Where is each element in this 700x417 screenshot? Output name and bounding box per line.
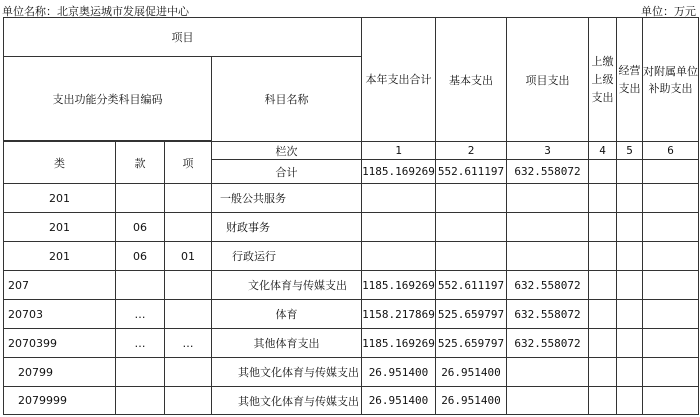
row-basic (436, 213, 507, 242)
row-total (362, 213, 436, 242)
row-name: 行政运行 (212, 242, 362, 271)
table-row (4, 213, 699, 242)
row-lei: 20703 (4, 300, 116, 329)
header-xiang: 项 (165, 142, 212, 184)
row-xiang (165, 300, 212, 329)
row-xiang (165, 358, 212, 387)
row-basic: 525.659797 (436, 329, 507, 358)
row-total: 1185.169269 (362, 329, 436, 358)
currency-unit: 单位：万元 (641, 5, 696, 18)
row-basic: 26.951400 (436, 358, 507, 387)
row-project (507, 242, 589, 271)
header-item: 项目 (4, 18, 362, 57)
header-kuan: 款 (116, 142, 165, 184)
row-lei: 20799 (4, 358, 116, 387)
row-project (507, 184, 589, 213)
table-row (4, 300, 699, 329)
row-lei: 201 (4, 184, 116, 213)
row-name: 其他体育支出 (212, 329, 362, 358)
header-total: 本年支出合计 (362, 18, 436, 142)
row-total: 26.951400 (362, 387, 436, 415)
row-lei: 201 (4, 213, 116, 242)
row-total (362, 242, 436, 271)
row-name: 其他文化体育与传媒支出 (212, 387, 362, 415)
row-basic (436, 242, 507, 271)
table-row (4, 271, 699, 300)
row-project: 632.558072 (507, 329, 589, 358)
table-row (4, 329, 699, 358)
row-xiang (165, 387, 212, 415)
row-total: 1158.217869 (362, 300, 436, 329)
row-name: 体育 (212, 300, 362, 329)
table-row (4, 184, 699, 213)
row-kuan (116, 387, 165, 415)
header-lanci: 栏次 (212, 142, 362, 160)
row-project: 632.558072 (507, 160, 589, 184)
row-basic (436, 184, 507, 213)
header-subsidy: 对附属单位补助支出 (643, 18, 699, 142)
col-num-1: 1 (362, 142, 436, 160)
col-num-4: 4 (589, 142, 617, 160)
expenditure-table (3, 17, 699, 415)
row-project: 632.558072 (507, 300, 589, 329)
row-kuan (116, 358, 165, 387)
header-operating: 经营支出 (617, 18, 643, 142)
row-lei: 201 (4, 242, 116, 271)
row-kuan (116, 184, 165, 213)
header-func-code: 支出功能分类科目编码 (4, 57, 212, 141)
row-basic: 525.659797 (436, 300, 507, 329)
row-project: 632.558072 (507, 271, 589, 300)
col-num-3: 3 (507, 142, 589, 160)
row-xiang (165, 184, 212, 213)
row-basic: 26.951400 (436, 387, 507, 415)
row-total: 1185.169269 (362, 271, 436, 300)
header-basic: 基本支出 (436, 18, 507, 142)
table-row (4, 387, 699, 415)
row-name: 财政事务 (212, 213, 362, 242)
row-kuan: … (116, 329, 165, 358)
table-row (4, 242, 699, 271)
row-kuan: 06 (116, 242, 165, 271)
row-basic: 552.611197 (436, 271, 507, 300)
row-kuan (116, 271, 165, 300)
row-kuan: … (116, 300, 165, 329)
row-total: 1185.169269 (362, 160, 436, 184)
header-upper: 上缴上级支出 (589, 18, 617, 142)
row-xiang (165, 213, 212, 242)
row-name: 其他文化体育与传媒支出 (212, 358, 362, 387)
row-xiang (165, 271, 212, 300)
row-total (362, 184, 436, 213)
col-num-2: 2 (436, 142, 507, 160)
row-basic: 552.611197 (436, 160, 507, 184)
row-lei: 2079999 (4, 387, 116, 415)
row-project (507, 358, 589, 387)
table-row (4, 358, 699, 387)
header-project: 项目支出 (507, 18, 589, 142)
row-lei: 207 (4, 271, 116, 300)
row-lei: 2070399 (4, 329, 116, 358)
row-kuan: 06 (116, 213, 165, 242)
col-num-6: 6 (643, 142, 699, 160)
report-header (0, 0, 700, 18)
row-project (507, 213, 589, 242)
header-subject-name: 科目名称 (212, 57, 362, 142)
row-name: 一般公共服务 (212, 184, 362, 213)
col-num-5: 5 (617, 142, 643, 160)
row-total: 26.951400 (362, 358, 436, 387)
unit-name: 单位名称：北京奥运城市发展促进中心 (2, 5, 189, 18)
row-project (507, 387, 589, 415)
row-xiang: 01 (165, 242, 212, 271)
row-xiang: … (165, 329, 212, 358)
row-name: 合计 (212, 160, 362, 184)
row-name: 文化体育与传媒支出 (212, 271, 362, 300)
header-lei: 类 (4, 142, 116, 184)
